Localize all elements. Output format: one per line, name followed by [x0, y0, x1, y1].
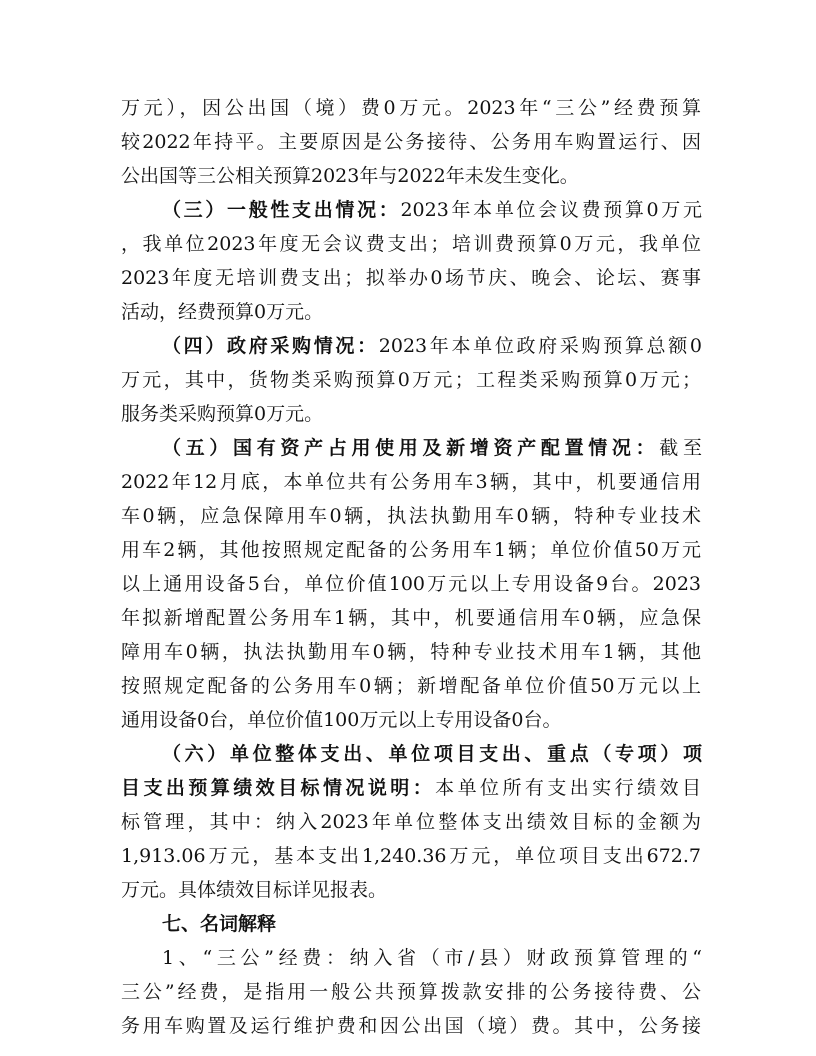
- section-heading-performance-line: （六）单位整体支出、单位项目支出、重点（专项）项: [162, 743, 702, 765]
- section-heading-general-expenditure: （三）一般性支出情况：: [162, 199, 401, 221]
- paragraph-4-line: [162, 329, 702, 363]
- body-text-line: 2022年12月底，本单位共有公务用车3辆，其中，机要通信用: [121, 471, 701, 493]
- body-text-line: 1,913.06万元，基本支出1,240.36万元，单位项目支出672.7: [121, 845, 701, 867]
- section-heading-performance: 目支出预算绩效目标情况说明：: [121, 777, 436, 799]
- body-text-line: 2023年度无培训费支出；拟举办0场节庆、晚会、论坛、赛事: [121, 267, 701, 289]
- body-text-line: 万元。具体绩效目标详见报表。: [121, 879, 388, 901]
- body-text-line: 务用车购置及运行维护费和因公出国（境）费。其中，公务接: [121, 1015, 701, 1037]
- body-text-line: 活动，经费预算0万元。: [121, 301, 324, 323]
- body-text-line: 公出国等三公相关预算2023年与2022年未发生变化。: [121, 165, 579, 187]
- paragraph-3-line: [162, 193, 702, 227]
- paragraph-6-line: [121, 771, 701, 805]
- body-text-line: 障用车0辆，执法执勤用车0辆，特种专业技术用车1辆，其他: [121, 641, 701, 663]
- body-text-line: 万元），因公出国（境）费0万元。2023年“三公”经费预算: [121, 97, 701, 119]
- body-text-line: ，我单位2023年度无会议费支出；培训费预算0万元，我单位: [121, 233, 701, 255]
- body-text-span: 截至: [659, 437, 702, 459]
- body-text-line: 车0辆，应急保障用车0辆，执法执勤用车0辆，特种专业技术: [121, 505, 701, 527]
- paragraph-5-line: [162, 431, 702, 465]
- body-text-line: 以上通用设备5台，单位价值100万元以上专用设备9台。2023: [121, 573, 701, 595]
- body-text-line: 较2022年持平。主要原因是公务接待、公务用车购置运行、因: [121, 131, 701, 153]
- body-text-line: 通用设备0台，单位价值100万元以上专用设备0台。: [121, 709, 562, 731]
- body-text-span: 本单位所有支出实行绩效目: [435, 777, 701, 799]
- body-text-span: 2023年本单位政府采购预算总额0: [378, 335, 702, 357]
- body-text-line: 标管理，其中：纳入2023年单位整体支出绩效目标的金额为: [121, 811, 701, 833]
- section-heading-procurement: （四）政府采购情况：: [162, 335, 379, 357]
- body-text-line: 万元，其中，货物类采购预算0万元；工程类采购预算0万元；: [121, 369, 701, 391]
- section-heading-state-assets: （五）国有资产占用使用及新增资产配置情况：: [162, 437, 660, 459]
- body-text-span: 2023年本单位会议费预算0万元: [400, 199, 702, 221]
- section-heading-glossary: 七、名词解释: [162, 913, 277, 935]
- body-text-line: 按照规定配备的公务用车0辆；新增配备单位价值50万元以上: [121, 675, 701, 697]
- body-text-line: 服务类采购预算0万元。: [121, 403, 324, 425]
- body-text-line: 用车2辆，其他按照规定配备的公务用车1辆；单位价值50万元: [121, 539, 701, 561]
- body-text-line: 1、“三公”经费：纳入省（市/县）财政预算管理的“: [162, 947, 702, 969]
- body-text-line: 年拟新增配置公务用车1辆，其中，机要通信用车0辆，应急保: [121, 607, 701, 629]
- body-text-line: 三公”经费，是指用一般公共预算拨款安排的公务接待费、公: [121, 981, 701, 1003]
